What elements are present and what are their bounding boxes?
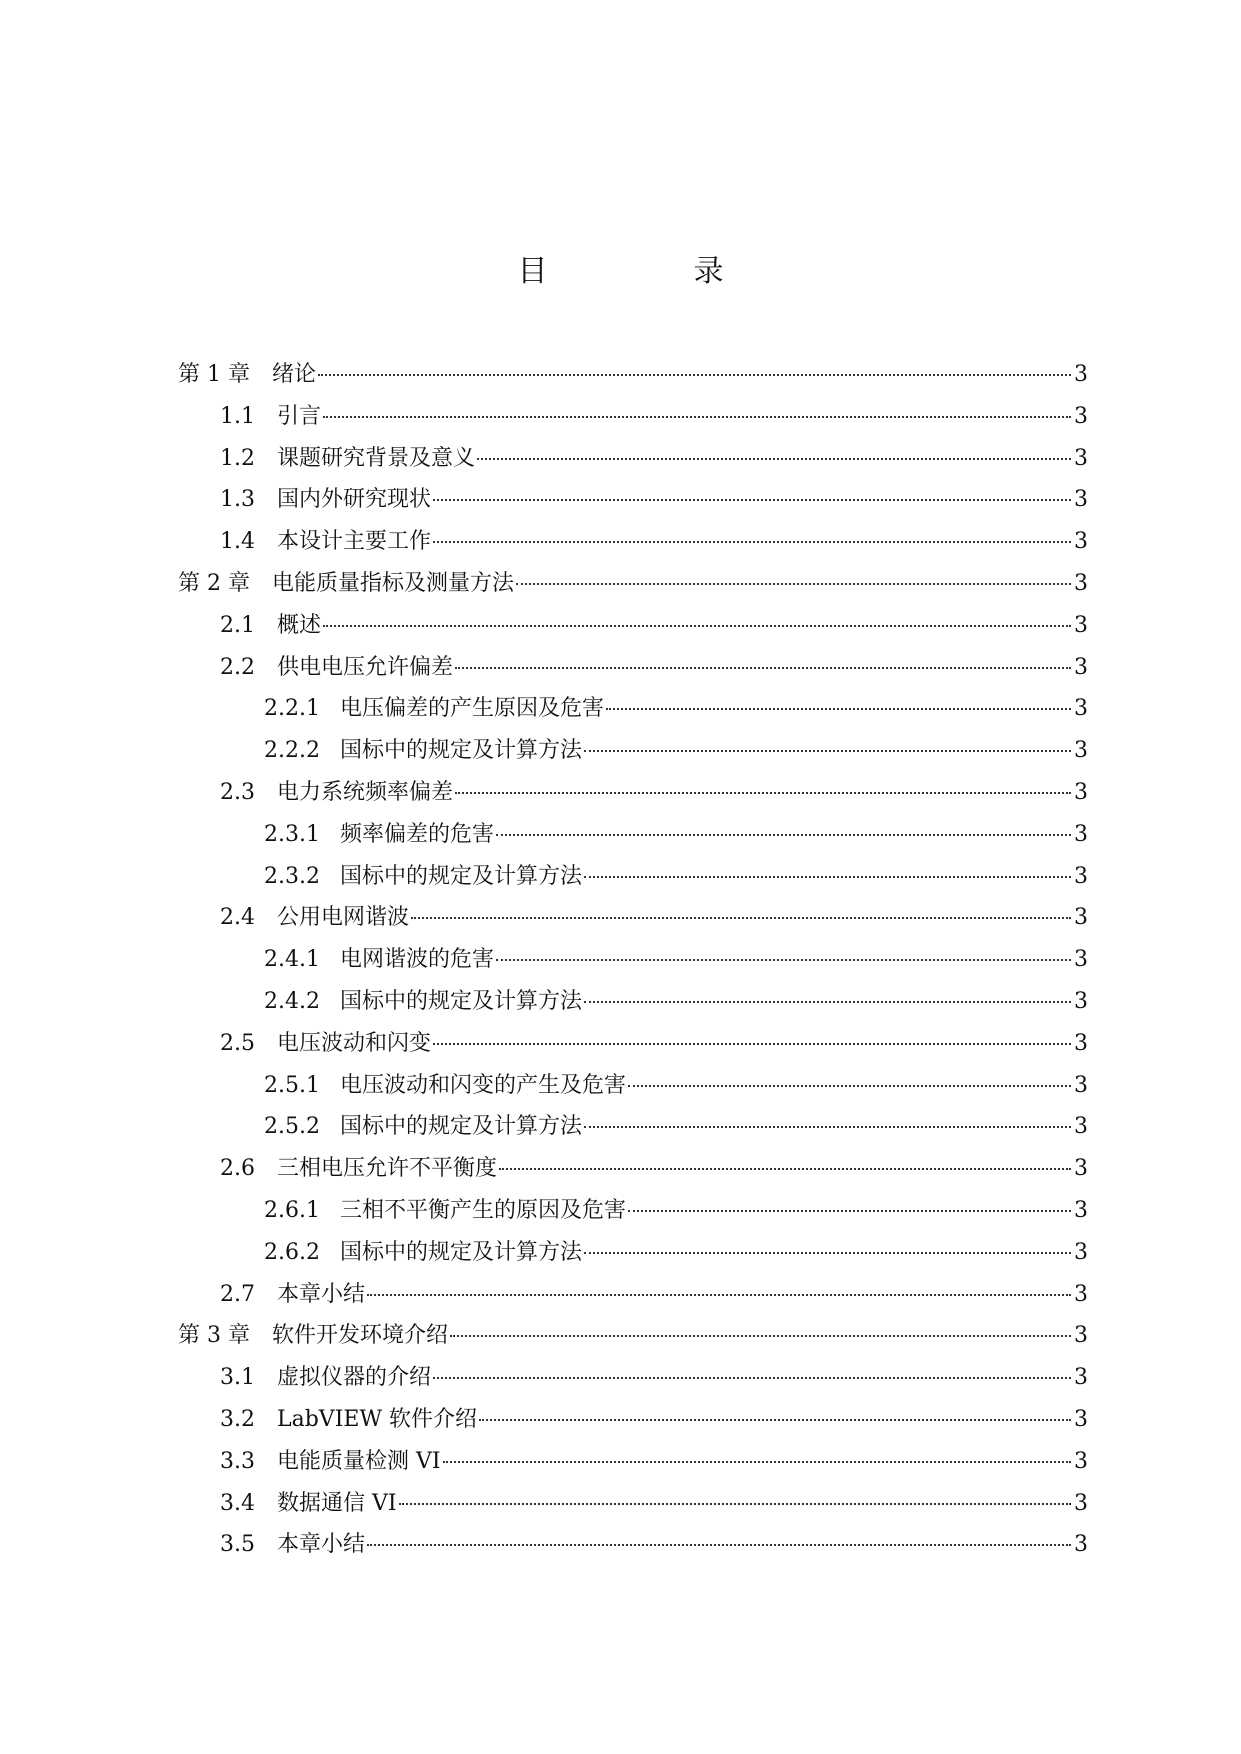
toc-dot-leader — [499, 1168, 1071, 1170]
toc-entry[interactable] — [178, 569, 1088, 611]
toc-entry-title: 供电电压允许偏差 — [277, 654, 454, 680]
toc-dot-leader — [318, 374, 1071, 376]
toc-entry-title: 国标中的规定及计算方法 — [340, 1114, 583, 1140]
toc-entry-title: 三相不平衡产生的原因及危害 — [340, 1197, 627, 1223]
toc-dot-leader — [367, 1294, 1071, 1296]
toc-entry-title: 公用电网谐波 — [277, 905, 410, 931]
toc-entry[interactable] — [178, 778, 1088, 820]
toc-dot-leader — [479, 1419, 1071, 1421]
toc-dot-leader — [496, 834, 1071, 836]
toc-entry-page-number: 3 — [1074, 947, 1088, 973]
toc-entry-page-number: 3 — [1074, 738, 1088, 764]
toc-dot-leader — [584, 876, 1071, 878]
toc-entry-number: 1.3 — [220, 487, 255, 513]
toc-entry-page-number: 3 — [1074, 445, 1088, 471]
toc-entry-number: 3.3 — [220, 1448, 255, 1474]
toc-entry-title: 电能质量检测 VI — [277, 1448, 441, 1474]
toc-entry-page-number: 3 — [1074, 1323, 1088, 1349]
toc-entry-page-number: 3 — [1074, 1448, 1088, 1474]
toc-entry-page-number: 3 — [1074, 403, 1088, 429]
toc-entry[interactable] — [178, 653, 1088, 695]
toc-entry-number: 2.4 — [220, 905, 255, 931]
toc-dot-leader — [584, 1001, 1071, 1003]
toc-entry-page-number: 3 — [1074, 1114, 1088, 1140]
toc-entry-number: 2.4.1 — [264, 947, 320, 973]
toc-dot-leader — [584, 1126, 1071, 1128]
toc-dot-leader — [433, 541, 1071, 543]
toc-entry-page-number: 3 — [1074, 487, 1088, 513]
toc-entry[interactable] — [178, 987, 1088, 1029]
toc-entry-number: 1.1 — [220, 403, 255, 429]
toc-dot-leader — [399, 1503, 1071, 1505]
toc-entry[interactable] — [178, 1405, 1088, 1447]
toc-entry-title: 数据通信 VI — [277, 1490, 397, 1516]
toc-dot-leader — [455, 667, 1071, 669]
toc-entry-title: 三相电压允许不平衡度 — [277, 1156, 498, 1182]
toc-entry-page-number: 3 — [1074, 1365, 1088, 1391]
toc-dot-leader — [628, 1210, 1071, 1212]
toc-entry-number: 2.6 — [220, 1156, 255, 1182]
toc-entry-page-number: 3 — [1074, 1156, 1088, 1182]
toc-entry-number: 2.6.1 — [264, 1197, 320, 1223]
toc-entry-title: 本章小结 — [277, 1281, 366, 1307]
toc-entry-page-number: 3 — [1074, 612, 1088, 638]
toc-entry-page-number: 3 — [1074, 988, 1088, 1014]
toc-entry[interactable] — [178, 360, 1088, 402]
toc-entry[interactable] — [178, 1196, 1088, 1238]
toc-entry-page-number: 3 — [1074, 1281, 1088, 1307]
toc-entry-number: 2.7 — [220, 1281, 255, 1307]
toc-entry-page-number: 3 — [1074, 1490, 1088, 1516]
toc-dot-leader — [443, 1461, 1071, 1463]
toc-entry-title: 国标中的规定及计算方法 — [340, 863, 583, 889]
toc-entry-page-number: 3 — [1074, 905, 1088, 931]
toc-entry-page-number: 3 — [1074, 570, 1088, 596]
toc-entry[interactable] — [178, 1321, 1088, 1363]
toc-entry[interactable] — [178, 1238, 1088, 1280]
toc-entry[interactable] — [178, 736, 1088, 778]
toc-entry-number: 2.6.2 — [264, 1239, 320, 1265]
toc-entry-title: 绪论 — [272, 362, 317, 387]
toc-entry-title: 国内外研究现状 — [277, 487, 432, 513]
toc-dot-leader — [450, 1335, 1071, 1337]
toc-entry-page-number: 3 — [1074, 1197, 1088, 1223]
toc-entry-number: 1.2 — [220, 445, 255, 471]
toc-entry-title: 国标中的规定及计算方法 — [340, 988, 583, 1014]
toc-entry-title: LabVIEW 软件介绍 — [277, 1406, 478, 1432]
toc-entry[interactable] — [178, 945, 1088, 987]
toc-entry[interactable] — [178, 1154, 1088, 1196]
toc-entry-number: 2.5.1 — [264, 1072, 320, 1098]
toc-entry[interactable] — [178, 1363, 1088, 1405]
toc-entry-page-number: 3 — [1074, 362, 1088, 387]
toc-entry-title: 频率偏差的危害 — [340, 821, 495, 847]
toc-dot-leader — [584, 1252, 1071, 1254]
toc-entry-number: 第 2 章 — [178, 570, 250, 596]
toc-entry[interactable] — [178, 820, 1088, 862]
toc-dot-leader — [323, 625, 1071, 627]
toc-dot-leader — [455, 792, 1071, 794]
toc-entry[interactable] — [178, 444, 1088, 486]
toc-entry-page-number: 3 — [1074, 1072, 1088, 1098]
toc-entry-number: 2.5 — [220, 1030, 255, 1056]
toc-dot-leader — [433, 1043, 1071, 1045]
toc-entry[interactable] — [178, 1029, 1088, 1071]
toc-entry-page-number: 3 — [1074, 1532, 1088, 1558]
toc-entry-title: 电网谐波的危害 — [340, 947, 495, 973]
toc-entry-number: 3.4 — [220, 1490, 255, 1516]
toc-dot-leader — [496, 959, 1071, 961]
toc-entry-title: 本设计主要工作 — [277, 529, 432, 555]
toc-entry[interactable] — [178, 1447, 1088, 1489]
table-of-contents — [178, 360, 1088, 1572]
toc-entry[interactable] — [178, 611, 1088, 653]
toc-entry-title: 电压偏差的产生原因及危害 — [340, 696, 605, 722]
toc-entry-page-number: 3 — [1074, 779, 1088, 805]
toc-entry-number: 2.3 — [220, 779, 255, 805]
toc-entry-page-number: 3 — [1074, 654, 1088, 680]
toc-entry-number: 2.5.2 — [264, 1114, 320, 1140]
toc-entry-number: 2.2 — [220, 654, 255, 680]
toc-entry[interactable] — [178, 485, 1088, 527]
toc-entry-page-number: 3 — [1074, 696, 1088, 722]
toc-entry[interactable] — [178, 1489, 1088, 1531]
toc-dot-leader — [411, 917, 1071, 919]
toc-entry-title: 电压波动和闪变的产生及危害 — [340, 1072, 627, 1098]
toc-entry-title: 电能质量指标及测量方法 — [272, 570, 515, 596]
toc-entry-number: 2.3.2 — [264, 863, 320, 889]
toc-entry-title: 国标中的规定及计算方法 — [340, 1239, 583, 1265]
toc-dot-leader — [477, 458, 1071, 460]
toc-entry[interactable] — [178, 1071, 1088, 1113]
toc-entry-title: 虚拟仪器的介绍 — [277, 1365, 432, 1391]
toc-entry[interactable] — [178, 1112, 1088, 1154]
toc-entry[interactable] — [178, 694, 1088, 736]
toc-dot-leader — [323, 416, 1071, 418]
toc-dot-leader — [628, 1085, 1071, 1087]
toc-entry-page-number: 3 — [1074, 821, 1088, 847]
toc-entry-title: 概述 — [277, 612, 322, 638]
toc-dot-leader — [516, 583, 1071, 585]
toc-entry-number: 3.1 — [220, 1365, 255, 1391]
toc-entry-title: 软件开发环境介绍 — [272, 1323, 449, 1349]
toc-dot-leader — [367, 1544, 1071, 1546]
toc-entry[interactable] — [178, 402, 1088, 444]
toc-entry-number: 2.2.1 — [264, 696, 320, 722]
toc-entry-number: 第 1 章 — [178, 362, 250, 387]
toc-dot-leader — [606, 708, 1071, 710]
toc-entry-title: 本章小结 — [277, 1532, 366, 1558]
page-title: 目 录 — [517, 254, 782, 289]
toc-dot-leader — [433, 1377, 1071, 1379]
toc-entry[interactable] — [178, 527, 1088, 569]
toc-entry-title: 电压波动和闪变 — [277, 1030, 432, 1056]
toc-entry-number: 3.2 — [220, 1406, 255, 1432]
toc-dot-leader — [584, 750, 1071, 752]
toc-entry-page-number: 3 — [1074, 1030, 1088, 1056]
toc-entry-page-number: 3 — [1074, 1406, 1088, 1432]
toc-entry-page-number: 3 — [1074, 529, 1088, 555]
toc-entry-title: 课题研究背景及意义 — [277, 445, 476, 471]
toc-entry-number: 2.4.2 — [264, 988, 320, 1014]
toc-entry-number: 第 3 章 — [178, 1323, 250, 1349]
toc-entry[interactable] — [178, 862, 1088, 904]
toc-entry-number: 3.5 — [220, 1532, 255, 1558]
toc-entry-title: 引言 — [277, 403, 322, 429]
toc-entry-number: 2.1 — [220, 612, 255, 638]
toc-dot-leader — [433, 499, 1071, 501]
toc-entry-page-number: 3 — [1074, 863, 1088, 889]
toc-entry[interactable] — [178, 1530, 1088, 1572]
toc-entry[interactable] — [178, 1280, 1088, 1322]
toc-entry-number: 1.4 — [220, 529, 255, 555]
toc-entry-page-number: 3 — [1074, 1239, 1088, 1265]
toc-entry-title: 电力系统频率偏差 — [277, 779, 454, 805]
toc-entry-number: 2.3.1 — [264, 821, 320, 847]
toc-entry-number: 2.2.2 — [264, 738, 320, 764]
toc-entry-title: 国标中的规定及计算方法 — [340, 738, 583, 764]
toc-entry[interactable] — [178, 903, 1088, 945]
